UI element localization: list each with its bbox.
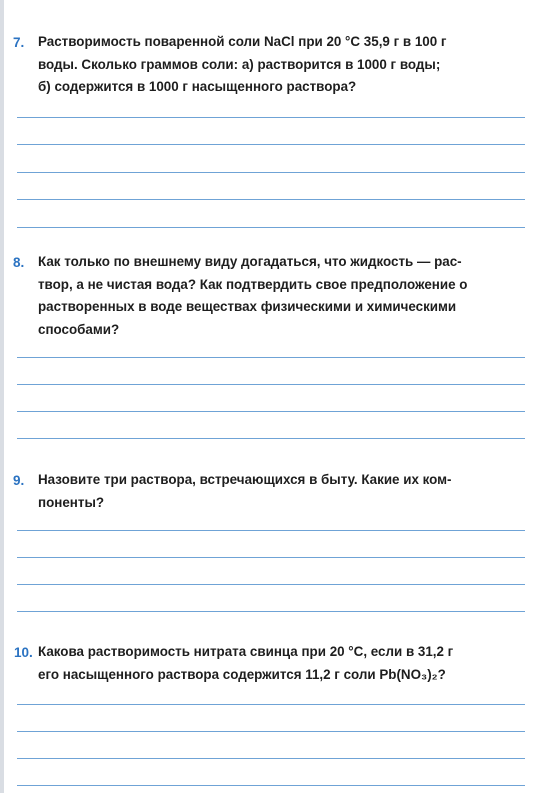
task-question xyxy=(38,641,530,686)
answer-line[interactable] xyxy=(17,411,525,412)
answer-line[interactable] xyxy=(17,438,525,439)
answer-line[interactable] xyxy=(17,731,525,732)
answer-line[interactable] xyxy=(17,557,525,558)
question-line: Как только по внешнему виду догадаться, что жидкость — рас- xyxy=(38,254,462,269)
answer-line[interactable] xyxy=(17,227,525,228)
answer-line[interactable] xyxy=(17,530,525,531)
task-number: 8. xyxy=(13,255,25,270)
question-line: поненты? xyxy=(38,494,105,510)
answer-line[interactable] xyxy=(17,144,525,145)
task-question xyxy=(38,251,530,341)
task-number: 10. xyxy=(14,645,33,660)
task-number: 9. xyxy=(13,473,25,488)
answer-line[interactable] xyxy=(17,117,525,118)
answer-line[interactable] xyxy=(17,758,525,759)
question-line: его насыщенного раствора содержится 11,2 г соли Pb(NO₃)₂? xyxy=(38,666,446,682)
task-question xyxy=(38,469,530,514)
answer-line[interactable] xyxy=(17,704,525,705)
question-line: б) содержится в 1000 г насыщенного раствора? xyxy=(38,79,357,94)
question-line: Назовите три раствора, встречающихся в быту. Какие их ком- xyxy=(38,472,452,487)
question-line: твор, а не чистая вода? Как подтвердить свое предположение о xyxy=(38,276,468,292)
answer-line[interactable] xyxy=(17,199,525,200)
question-line: Какова растворимость нитрата свинца при 20 °С, если в 31,2 г xyxy=(38,644,454,659)
question-line: Растворимость поваренной соли NaCl при 20 °С 35,9 г в 100 г xyxy=(38,34,447,49)
task-number: 7. xyxy=(13,35,25,50)
question-line: воды. Сколько граммов соли: а) растворится в 1000 г воды; xyxy=(38,56,441,72)
answer-line[interactable] xyxy=(17,611,525,612)
question-line: растворенных в воде веществах физическими и химическими xyxy=(38,299,457,314)
answer-line[interactable] xyxy=(17,172,525,173)
answer-line[interactable] xyxy=(17,357,525,358)
answer-line[interactable] xyxy=(17,785,525,786)
page-edge xyxy=(0,0,4,793)
question-line: способами? xyxy=(38,321,120,337)
task-question xyxy=(38,31,530,99)
answer-line[interactable] xyxy=(17,384,525,385)
answer-line[interactable] xyxy=(17,584,525,585)
